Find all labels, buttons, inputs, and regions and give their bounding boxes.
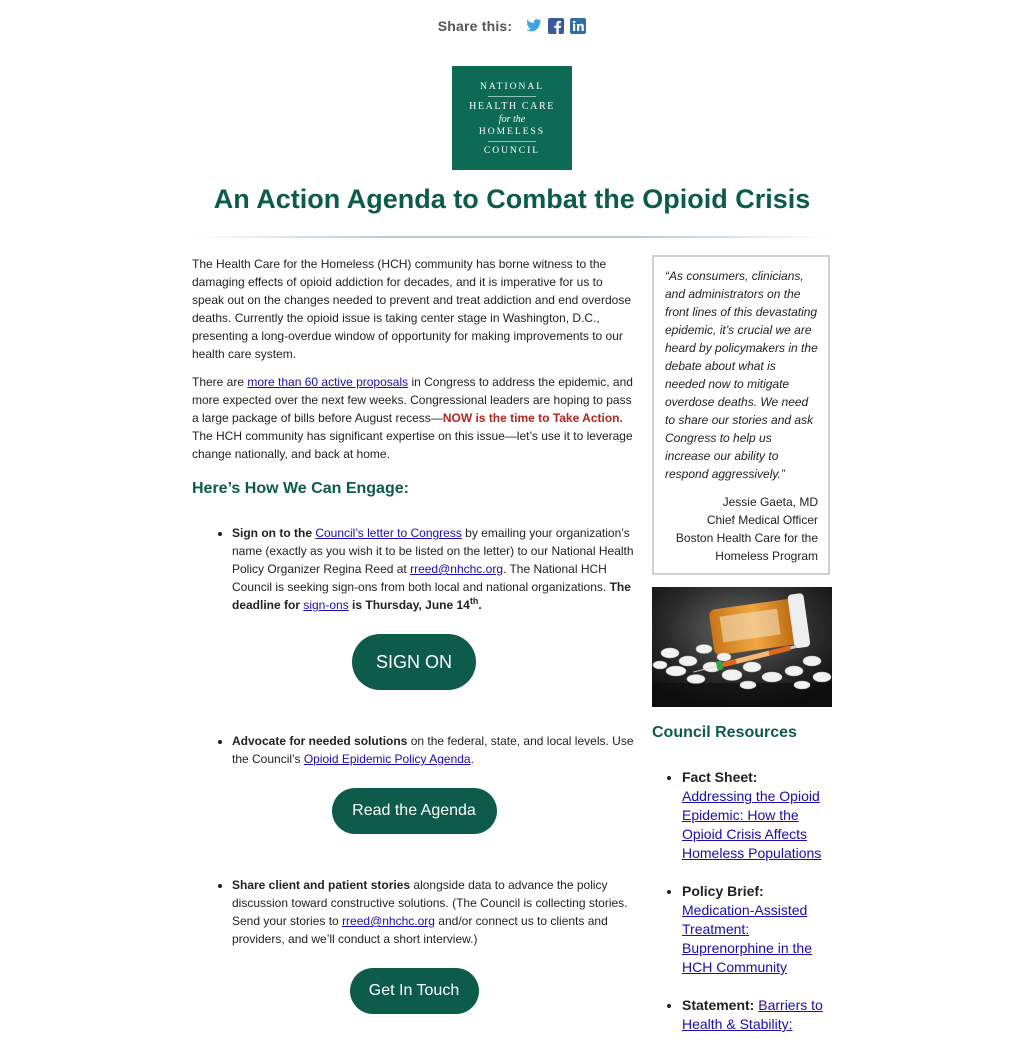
resource-item [682, 882, 832, 977]
attribution-name: Jessie Gaeta, MD [722, 495, 818, 509]
item-text: and/or connect us to clients and providers, and we’ll conduct a short interview.) [232, 914, 608, 946]
council-letter-link[interactable]: Council’s letter to Congress [315, 526, 462, 540]
council-logo [452, 66, 572, 170]
policy-agenda-link[interactable]: Opioid Epidemic Policy Agenda [303, 752, 471, 766]
list-item [232, 732, 636, 768]
proposals-paragraph [192, 373, 636, 463]
intro-paragraph: The Health Care for the Homeless (HCH) community has borne witness to the damaging effects of opioid addiction for decades, and it is imperative for us to speak out on the changes needed to prevent and treat addiction and end overdose deaths. Currently the opioid issue is taking center stage in Washington, D.C., presenting a long-overdue window of opportunity for making improvements to our health care system. [192, 257, 631, 361]
email-link[interactable]: rreed@nhchc.org [342, 914, 435, 928]
paragraph-text: The HCH community has significant expertise on this issue—let’s use it to leverage change nationally, and back at home. [192, 429, 633, 461]
logo-rule [488, 96, 536, 97]
email-link[interactable]: rreed@nhchc.org [410, 562, 503, 576]
paragraph-text: There are [192, 375, 248, 389]
quote-text: “As consumers, clinicians, and administrators on the front lines of this devastating epidemic, it’s crucial we are heard by policymakers in the debate about what is needed now to mitigate overdose deaths. We need to share our stories and ask Congress to help us increase our ability to respond aggressively.” [665, 269, 818, 481]
item-text: on the federal, state, and local levels. Use the Council’s [232, 734, 634, 766]
item-bold-text: Share client and patient stories [232, 878, 411, 892]
logo-line-health-care: HEALTH CARE [469, 101, 555, 112]
item-text: . [470, 752, 474, 766]
deadline-text: is Thursday, June 14 [348, 598, 470, 612]
button-wrap [192, 768, 636, 876]
logo-line-homeless: HOMELESS [478, 127, 546, 137]
logo-rule [488, 141, 536, 142]
list-item [232, 524, 636, 614]
resource-link[interactable]: Barriers to Health & Stability: [682, 997, 823, 1032]
attribution-title: Chief Medical Officer [706, 513, 818, 527]
button-wrap [192, 948, 636, 1014]
resource-label: Policy Brief: [682, 883, 764, 899]
engage-list [192, 732, 636, 768]
read-agenda-button[interactable]: Read the Agenda [332, 788, 497, 834]
quote-attribution [665, 493, 818, 565]
title-divider [192, 236, 832, 238]
share-bar [0, 18, 1024, 36]
logo-line-council: COUNCIL [483, 146, 541, 156]
resources-list [652, 768, 832, 1034]
pills-syringe-image [652, 587, 832, 707]
facebook-icon[interactable] [548, 18, 564, 34]
attribution-org: Boston Health Care for the Homeless Program [675, 531, 818, 563]
resource-item [682, 996, 832, 1034]
logo-line-national: NATIONAL [479, 82, 545, 92]
resource-link[interactable]: Medication-Assisted Treatment: Buprenorphine in the HCH Community [682, 902, 812, 975]
share-label: Share this: [437, 18, 513, 34]
paragraph-text: in Congress to address the epidemic, and more expected over the next few weeks. Congressional leaders are hoping to pass a large package of bills before August recess— [192, 375, 633, 425]
item-bold-text: . [478, 598, 482, 612]
sign-ons-link[interactable]: sign-ons [303, 598, 349, 612]
main-content [192, 255, 636, 1014]
engage-list [192, 876, 636, 948]
resource-label: Fact Sheet: [682, 769, 758, 785]
linkedin-icon[interactable] [570, 18, 586, 34]
item-bold-text: Sign on to the [232, 526, 316, 540]
twitter-icon[interactable] [526, 18, 542, 34]
resources-list-wrap [652, 768, 832, 1053]
active-proposals-link[interactable]: more than 60 active proposals [247, 375, 409, 389]
sign-on-button[interactable]: SIGN ON [352, 634, 476, 690]
item-bold-text: Advocate for needed solutions [232, 734, 408, 748]
item-text: alongside data to advance the policy discussion toward constructive solutions. (The Council is collecting stories. Send your stories to [232, 878, 628, 928]
resource-item [682, 768, 832, 863]
quote-box [652, 255, 830, 575]
item-bold-text: The deadline for [232, 580, 631, 612]
page-title: An Action Agenda to Combat the Opioid Crisis [213, 184, 811, 214]
engage-heading: Here’s How We Can Engage: [192, 480, 409, 497]
logo-line-for-the: for the [498, 114, 526, 125]
button-wrap [192, 614, 636, 732]
engage-list [192, 524, 636, 614]
get-in-touch-button[interactable]: Get In Touch [350, 968, 479, 1014]
list-item [232, 876, 636, 948]
item-text: by emailing your organization’s name (exactly as you wish it to be listed on the letter) to our National Health Policy Organizer Regina Reed at [232, 526, 634, 576]
ordinal-suffix: th [469, 596, 479, 606]
resource-label: Statement: [682, 997, 755, 1013]
item-text: . The National HCH Council is seeking sign-ons from both local and national organizations. [232, 562, 610, 594]
resource-link[interactable]: Addressing the Opioid Epidemic: How the Opioid Crisis Affects Homeless Populations [682, 788, 822, 861]
resources-heading: Council Resources [652, 724, 797, 741]
take-action-callout: NOW is the time to Take Action. [442, 411, 623, 425]
